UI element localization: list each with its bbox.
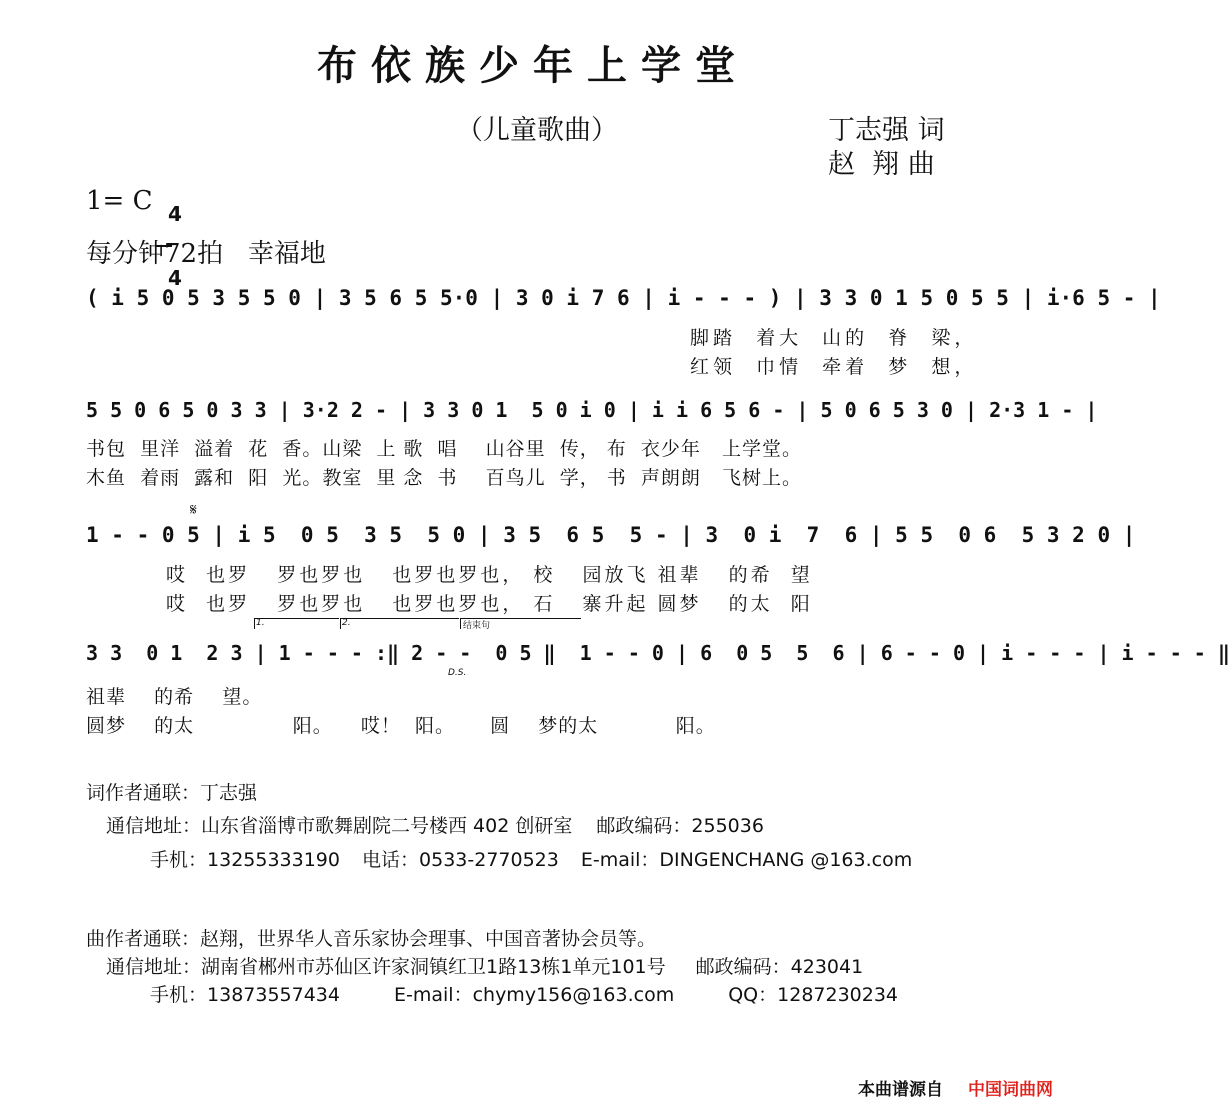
- volta-2-label: 2.: [342, 618, 351, 628]
- volta-1-bracket: [254, 618, 339, 629]
- time-bottom: 4: [167, 266, 182, 290]
- page-title: 布依族少年上学堂: [317, 42, 749, 89]
- composer-phone-label: 手机：: [150, 984, 208, 1006]
- tempo-marking: 每分钟72拍 幸福地: [86, 239, 326, 269]
- lyricist-contact-label: 词作者通联：: [86, 782, 201, 804]
- lyricist-email: DINGENCHANG @163.com: [659, 849, 913, 871]
- lyricist-credit: 丁志强 词: [828, 115, 945, 146]
- composer-email-label: E-mail：: [394, 984, 473, 1006]
- ds-marking: D.S.: [448, 668, 467, 678]
- segno-sign: 𝄋: [190, 500, 197, 519]
- lyricist-postcode-label: 邮政编码：: [596, 815, 692, 837]
- time-top: 4: [167, 202, 182, 226]
- score-row-4-notes: 3 3 0 1 2 3 | 1 - - - :‖ 2 - - 0 5 ‖ 1 - - 0 | 6 0 5 5 6 | 6 - - 0 | i - - - | i - - - ‖: [86, 641, 1230, 665]
- score-row-1-notes: ( i 5 0 5 3 5 5 0 | 3 5 6 5 5·0 | 3 0 i 7 6 | i - - - ) | 3 3 0 1 5 0 5 5 | i·6 5 - |: [86, 286, 1161, 310]
- lyricist-phone: 13255333190: [207, 849, 340, 871]
- score-row-1-lyrics-2: 红领 巾情 牵着 梦 想，: [690, 356, 978, 378]
- lyricist-address: 山东省淄博市歌舞剧院二号楼西 402 创研室: [201, 815, 573, 837]
- composer-phone-line: [150, 980, 898, 1007]
- composer-contact: [86, 924, 656, 951]
- score-row-2-lyrics-2: 木鱼 着雨 露和 阳 光。教室 里 念 书 百鸟儿 学， 书 声朗朗 飞树上。: [86, 467, 802, 489]
- composer-credit: 赵 翔 曲: [828, 149, 935, 180]
- composer-email: chymy156@163.com: [472, 984, 675, 1006]
- lyricist-address-line: [106, 811, 764, 838]
- composer-address-line: [106, 952, 863, 979]
- score-row-3-lyrics-1: 哎 也罗 罗也罗也 也罗也罗也， 校 园放飞 祖辈 的希 望: [166, 564, 813, 586]
- lyricist-tel: 0533-2770523: [419, 849, 559, 871]
- ending-label: 结束句: [463, 621, 491, 631]
- lyricist-address-label: 通信地址：: [106, 815, 202, 837]
- composer-desc: 赵翔，世界华人音乐家协会理事、中国音著协会员等。: [200, 928, 657, 950]
- lyricist-postcode: 255036: [691, 815, 764, 837]
- composer-phone: 13873557434: [207, 984, 340, 1006]
- composer-postcode: 423041: [790, 956, 864, 978]
- composer-contact-label: 曲作者通联：: [86, 928, 201, 950]
- lyricist-phone-line: [150, 845, 912, 872]
- composer-address-label: 通信地址：: [106, 956, 202, 978]
- composer-postcode-label: 邮政编码：: [695, 956, 791, 978]
- volta-1-label: 1.: [256, 618, 265, 628]
- subtitle: （儿童歌曲）: [456, 115, 618, 146]
- volta-2-bracket: [340, 618, 459, 629]
- score-row-2-lyrics-1: 书包 里洋 溢着 花 香。山梁 上 歌 唱 山谷里 传， 布 衣少年 上学堂。: [86, 438, 802, 460]
- lyricist-contact: [86, 778, 257, 805]
- score-row-3-lyrics-2: 哎 也罗 罗也罗也 也罗也罗也， 石 寨升起 圆梦 的太 阳: [166, 593, 813, 615]
- composer-qq-label: QQ：: [728, 984, 778, 1006]
- composer-qq: 1287230234: [777, 984, 899, 1006]
- key-signature: 1= C: [86, 186, 153, 216]
- footer-site-link[interactable]: 中国词曲网: [968, 1080, 1053, 1100]
- score-row-4-lyrics-2: 圆梦 的太 阳。 哎！ 阳。 圆 梦的太 阳。: [86, 715, 716, 737]
- lyricist-email-label: E-mail：: [580, 849, 660, 871]
- score-row-4-lyrics-1: 祖辈 的希 望。: [86, 686, 263, 708]
- composer-address: 湖南省郴州市苏仙区许家洞镇红卫1路13栋1单元101号: [201, 956, 666, 978]
- lyricist-name: 丁志强: [200, 782, 258, 804]
- lyricist-phone-label: 手机：: [150, 849, 208, 871]
- score-row-3-notes: 1 - - 0 5 | i 5 0 5 3 5 5 0 | 3 5 6 5 5 - | 3 0 i 7 6 | 5 5 0 6 5 3 2 0 |: [86, 523, 1136, 547]
- score-row-2-notes: 5 5 0 6 5 0 3 3 | 3·2 2 - | 3 3 0 1 5 0 i 0 | i i 6 5 6 - | 5 0 6 5 3 0 | 2·3 1 - |: [86, 398, 1098, 422]
- footer-source: 本曲谱源自: [858, 1080, 943, 1100]
- score-row-1-lyrics-1: 脚踏 着大 山的 脊 梁，: [690, 327, 978, 349]
- lyricist-tel-label: 电话：: [362, 849, 420, 871]
